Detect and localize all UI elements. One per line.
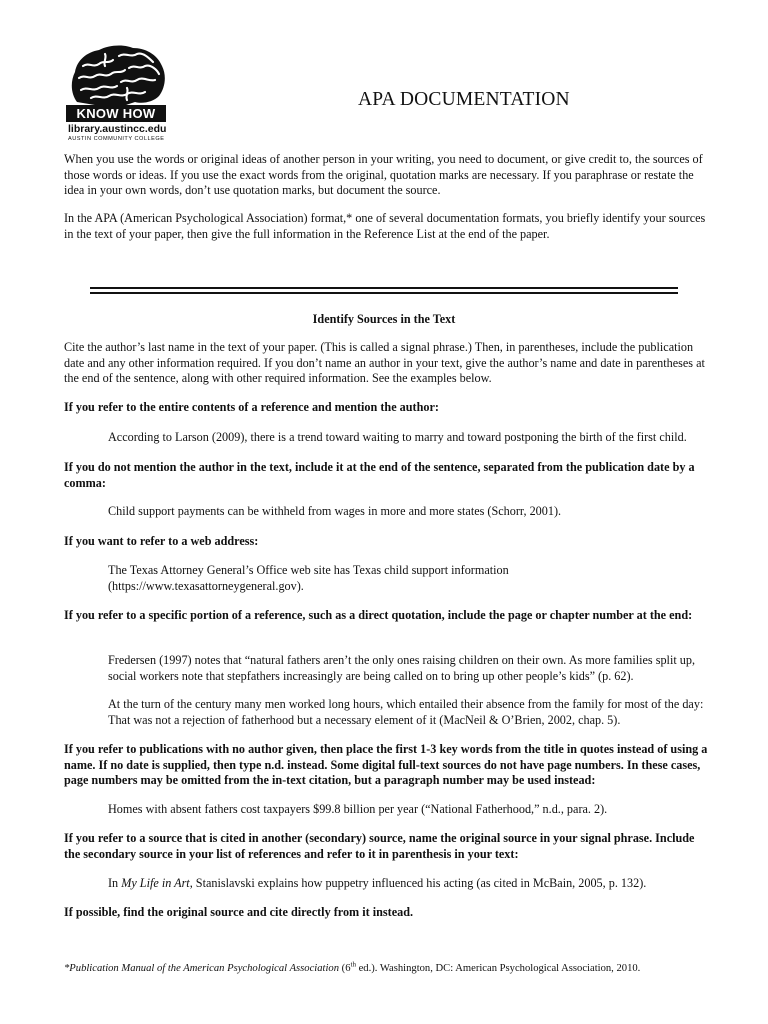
closing-note: If possible, find the original source and cite directly from it instead. bbox=[64, 905, 414, 919]
rule-example: The Texas Attorney General’s Office web site has Texas child support information (https://www.texasattorneygeneral.gov). bbox=[108, 563, 509, 593]
rule-instruction: If you do not mention the author in the text, include it at the end of the sentence, separated from the publication date by a comma: bbox=[64, 460, 695, 490]
work-title: My Life in Art bbox=[121, 876, 190, 890]
know-how-logo bbox=[66, 44, 170, 144]
rule-instruction: If you refer to a source that is cited in another (secondary) source, name the original source in your signal phrase. Include the secondary source in your list of references and refer to it in parenthesis in your text: bbox=[64, 831, 695, 861]
footnote-marker: * bbox=[64, 963, 70, 974]
intro-paragraph-2: In the APA (American Psychological Association) format,* one of several documentation formats, you briefly identify your sources in the text of your paper, then give the full information in the Reference List at the end of the paper. bbox=[64, 211, 706, 241]
rule-instruction: If you refer to the entire contents of a reference and mention the author: bbox=[64, 400, 439, 414]
section-heading: Identify Sources in the Text bbox=[312, 312, 456, 326]
logo-college: AUSTIN COMMUNITY COLLEGE bbox=[68, 136, 165, 142]
rule-instruction: If you refer to a specific portion of a reference, such as a direct quotation, include the page or chapter number at the end: bbox=[64, 608, 693, 622]
rule-example: Fredersen (1997) notes that “natural fathers aren’t the only ones raising children on their own. As more families split up, social workers note that stepfathers increasingly are being called on to bring up other people’s kids” (p. 62). bbox=[108, 653, 695, 683]
rule-example: Child support payments can be withheld from wages in more and more states (Schorr, 2001). bbox=[108, 504, 562, 518]
logo-url: library.austincc.edu bbox=[68, 123, 167, 135]
rule-example: Homes with absent fathers cost taxpayers $99.8 billion per year (“National Fatherhood,” n.d., para. 2). bbox=[108, 802, 608, 816]
example-text: In bbox=[108, 876, 122, 890]
page-title: APA DOCUMENTATION bbox=[358, 89, 570, 110]
footnote-text: ed.). Washington, DC: American Psychological Association, 2010. bbox=[355, 963, 641, 974]
section-intro: Cite the author’s last name in the text of your paper. (This is called a signal phrase.) Then, in parentheses, include the publication date and any other information required. If you don’t name an author in your text, give the author’s name and date in parentheses at the end of the sentence, along with other required information. See the examples below. bbox=[64, 340, 705, 386]
brain-icon bbox=[69, 44, 167, 108]
footnote bbox=[64, 962, 724, 976]
rule-instruction: If you want to refer to a web address: bbox=[64, 534, 259, 548]
footnote-text: (6 bbox=[339, 963, 351, 974]
rule-instruction: If you refer to publications with no author given, then place the first 1-3 key words from the title in quotes instead of using a name. If no date is supplied, then type n.d. instead. Some digital full-text sources do not have page numbers. In these cases, page numbers may be omitted from the in-text citation, but a paragraph number may be used instead: bbox=[64, 742, 708, 788]
rule-example: At the turn of the century many men worked long hours, which entailed their absence from the family for most of the day: That was not a rejection of fatherhood but a necessary element of it (MacNeil & O’Brien, 2002, chap. 5). bbox=[108, 697, 704, 727]
footnote-superscript: th bbox=[350, 960, 356, 969]
logo-name: KNOW HOW bbox=[66, 105, 166, 122]
example-text: , Stanislavski explains how puppetry influenced his acting (as cited in McBain, 2005, p. 132). bbox=[189, 876, 647, 890]
rule-example bbox=[108, 876, 708, 892]
divider-top bbox=[90, 287, 678, 289]
divider-bottom bbox=[90, 292, 678, 294]
intro-paragraph-1: When you use the words or original ideas of another person in your writing, you need to document, or give credit to, the sources of those words or ideas. If you use the exact words from the original, quotation marks are necessary. If you paraphrase or restate the idea in your own words, don’t use quotation marks, but document the source. bbox=[64, 152, 703, 198]
rule-example: According to Larson (2009), there is a trend toward waiting to marry and toward postponing the birth of the first child. bbox=[108, 430, 687, 444]
footnote-title: Publication Manual of the American Psychological Association bbox=[69, 963, 340, 974]
